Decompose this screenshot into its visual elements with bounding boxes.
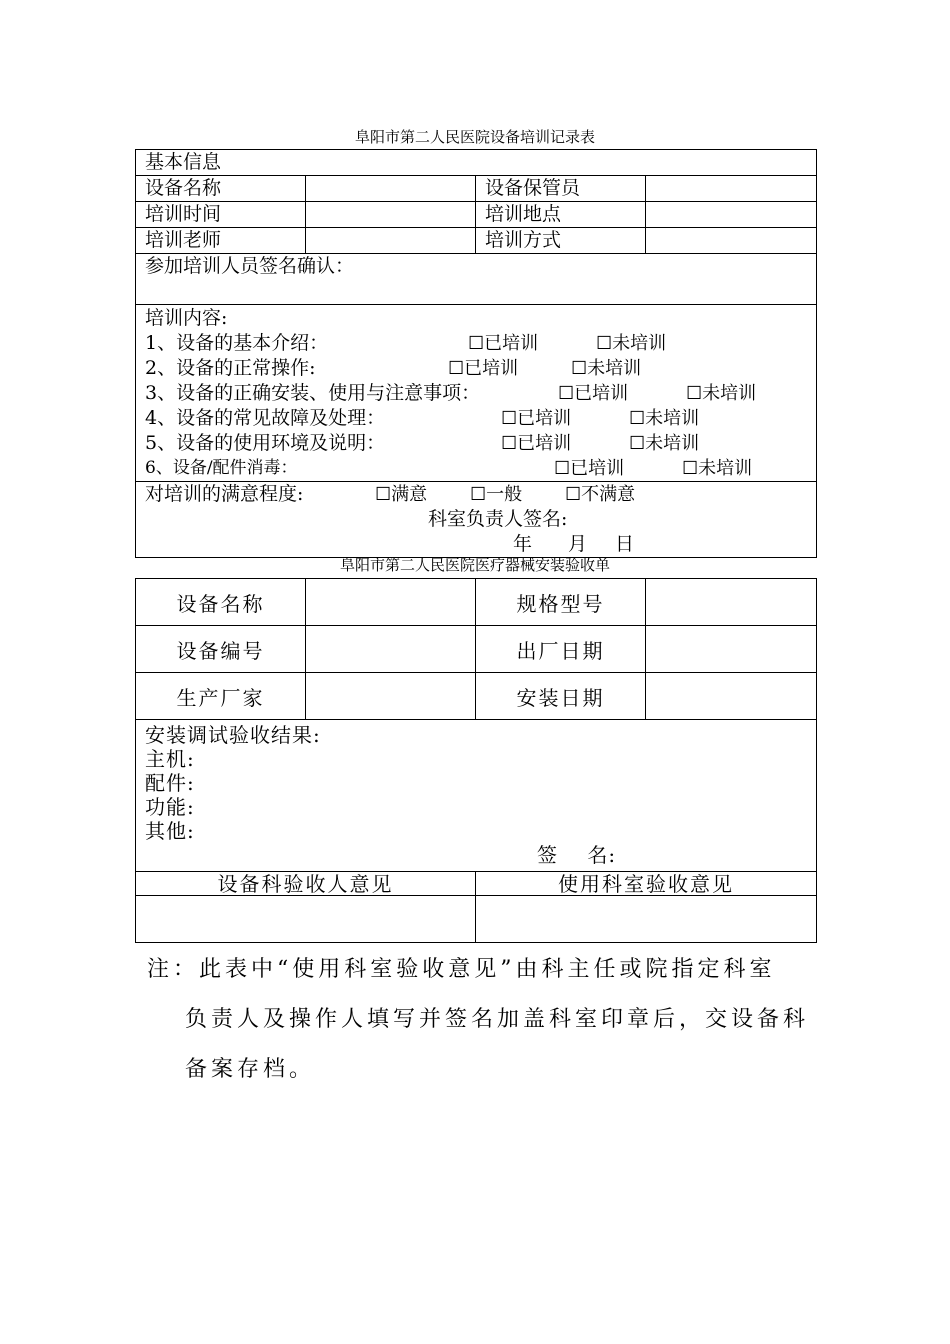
opinion-left-header: 设备科验收人意见: [136, 872, 476, 896]
training-item-text: 6、设备/配件消毒：: [145, 458, 298, 478]
untrained-checkbox[interactable]: ☐未培训: [571, 358, 642, 379]
opinion-right-field[interactable]: [476, 896, 817, 943]
untrained-checkbox[interactable]: ☐未培训: [682, 458, 753, 479]
acceptance-form-title: 阜阳市第二人民医院医疗器械安装验收单: [339, 556, 610, 574]
trained-checkbox[interactable]: ☐已培训: [448, 358, 519, 379]
signature-confirm-label: 参加培训人员签名确认：: [145, 255, 355, 277]
content-header: 培训内容:: [145, 307, 228, 329]
field-spec-model[interactable]: [646, 579, 817, 626]
result-line-host: 主机:: [145, 747, 195, 771]
field-manufacturer[interactable]: [306, 673, 476, 720]
trained-checkbox[interactable]: ☐已培训: [468, 333, 539, 354]
training-record-table: [135, 149, 817, 558]
untrained-checkbox[interactable]: ☐未培训: [629, 408, 700, 429]
label-manufacture-date: 出厂日期: [476, 626, 646, 673]
label-training-location: 培训地点: [476, 202, 646, 228]
field-training-teacher[interactable]: [306, 228, 476, 254]
opinion-left-field[interactable]: [136, 896, 476, 943]
untrained-checkbox[interactable]: ☐未培训: [686, 383, 757, 404]
untrained-checkbox[interactable]: ☐未培训: [596, 333, 667, 354]
neutral-checkbox[interactable]: ☐一般: [470, 484, 523, 505]
field-device-name[interactable]: [306, 579, 476, 626]
result-line-function: 功能:: [145, 795, 195, 819]
field-training-time[interactable]: [306, 202, 476, 228]
basic-info-header: 基本信息: [136, 150, 817, 176]
label-spec-model: 规格型号: [476, 579, 646, 626]
satisfied-checkbox[interactable]: ☐满意: [375, 484, 428, 505]
unsatisfied-checkbox[interactable]: ☐不满意: [565, 484, 636, 505]
training-item-text: 4、设备的常见故障及处理：: [145, 407, 386, 429]
result-line-other: 其他:: [145, 819, 195, 843]
satisfaction-cell: [136, 482, 817, 558]
acceptance-table: [135, 578, 817, 943]
trained-checkbox[interactable]: ☐已培训: [501, 433, 572, 454]
install-result-header: 安装调试验收结果:: [145, 723, 321, 747]
training-item-text: 3、设备的正确安装、使用与注意事项：: [145, 382, 481, 404]
note-line-3: 备案存档。: [185, 1057, 316, 1082]
date-year: 年: [513, 533, 533, 555]
label-device-number: 设备编号: [136, 626, 306, 673]
field-training-method[interactable]: [646, 228, 817, 254]
acceptance-signature-label: 签 名:: [537, 843, 617, 867]
field-manufacture-date[interactable]: [646, 626, 817, 673]
label-manufacturer: 生产厂家: [136, 673, 306, 720]
field-device-keeper[interactable]: [646, 176, 817, 202]
trained-checkbox[interactable]: ☐已培训: [501, 408, 572, 429]
training-form-title: 阜阳市第二人民医院设备培训记录表: [354, 128, 595, 146]
date-month: 月: [568, 533, 588, 555]
field-training-location[interactable]: [646, 202, 817, 228]
label-device-keeper: 设备保管员: [476, 176, 646, 202]
field-device-number[interactable]: [306, 626, 476, 673]
note-line-1: 注：此表中“使用科室验收意见”由科主任或院指定科室: [147, 957, 776, 982]
dept-signature-label: 科室负责人签名:: [428, 508, 568, 530]
label-training-method: 培训方式: [476, 228, 646, 254]
training-content-cell: [136, 305, 817, 482]
opinion-right-header: 使用科室验收意见: [476, 872, 817, 896]
training-item-text: 2、设备的正常操作:: [145, 357, 316, 379]
trained-checkbox[interactable]: ☐已培训: [558, 383, 629, 404]
note-line-2: 负责人及操作人填写并签名加盖科室印章后，交设备科: [185, 1007, 810, 1032]
result-line-accessories: 配件:: [145, 771, 195, 795]
label-device-name: 设备名称: [136, 579, 306, 626]
training-item-text: 1、设备的基本介绍：: [145, 332, 329, 354]
label-install-date: 安装日期: [476, 673, 646, 720]
untrained-checkbox[interactable]: ☐未培训: [629, 433, 700, 454]
field-device-name[interactable]: [306, 176, 476, 202]
signature-confirm-cell[interactable]: [136, 254, 817, 305]
satisfaction-label: 对培训的满意程度:: [145, 483, 304, 505]
date-day: 日: [615, 533, 635, 555]
install-result-cell[interactable]: [136, 720, 817, 872]
trained-checkbox[interactable]: ☐已培训: [554, 458, 625, 479]
label-device-name: 设备名称: [136, 176, 306, 202]
label-training-time: 培训时间: [136, 202, 306, 228]
label-training-teacher: 培训老师: [136, 228, 306, 254]
field-install-date[interactable]: [646, 673, 817, 720]
training-item-text: 5、设备的使用环境及说明：: [145, 432, 386, 454]
